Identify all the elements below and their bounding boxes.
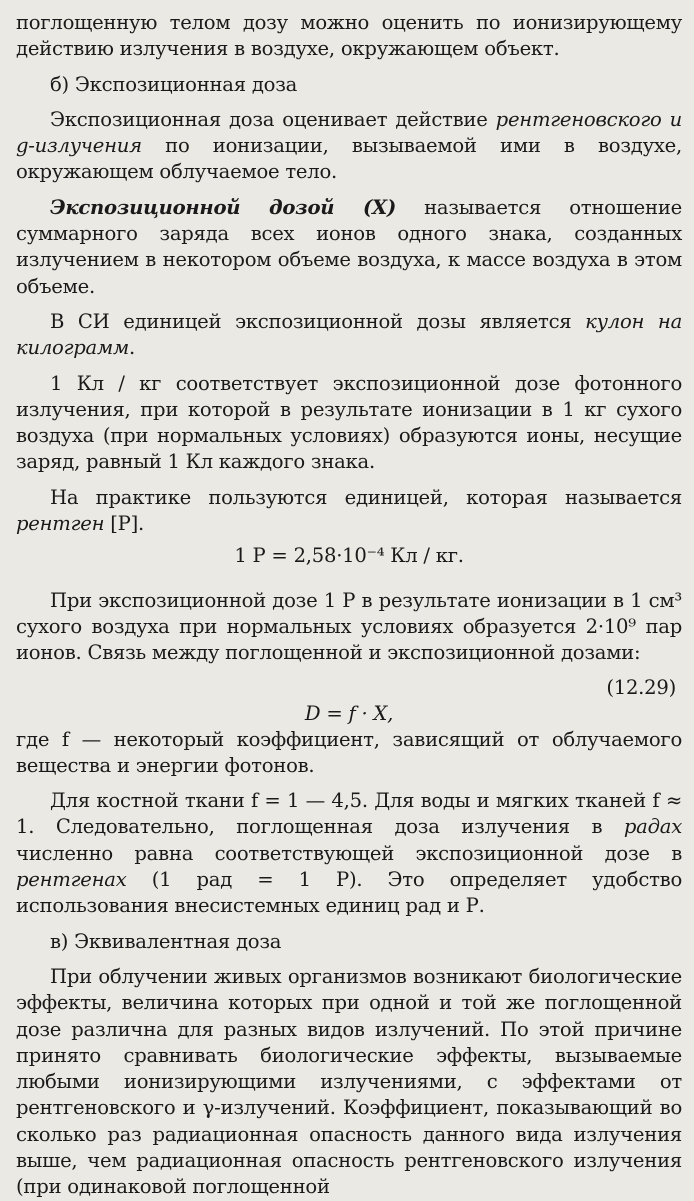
section-heading-equivalent-dose: в) Эквивалентная доза — [50, 929, 282, 953]
emphasis-roentgen: рентген — [16, 512, 105, 536]
paragraph-exposure-definition — [16, 107, 682, 186]
paragraph-exposure-term — [16, 195, 682, 300]
text-run: На практике пользуются единицей, которая называется — [50, 485, 682, 509]
emphasis-radiation: рентгеновского и g-излучения — [16, 107, 682, 158]
text-run: численно равна соответствующей экспозиционной дозе в — [16, 841, 682, 865]
formula-roentgen-conversion: 1 Р = 2,58·10⁻⁴ Кл / кг. — [234, 544, 464, 568]
text-run: Для костной ткани f = 1 — 4,5. Для воды и мягких тканей f ≈ 1. Следовательно, поглощенная доза излучения в — [16, 789, 682, 839]
paragraph-intro: поглощенную телом дозу можно оценить по ионизирующему действию излучения в воздухе, окружающем объект. — [16, 11, 682, 61]
emphasis-roentgens: рентгенах — [16, 868, 127, 892]
paragraph-si-unit — [16, 309, 682, 362]
emphasis-rads: радах — [623, 815, 682, 839]
text-run: В СИ единицей экспозиционной дозы является — [50, 309, 586, 333]
text-run: [Р]. — [104, 512, 144, 536]
equation-body: D = f · X, — [304, 701, 394, 725]
equation-number: (12.29) — [606, 675, 676, 699]
term-exposure-dose: Экспозиционной дозой (X) — [50, 195, 396, 219]
paragraph-coefficient: где f — некоторый коэффициент, зависящий от облучаемого вещества и энергии фотонов. — [16, 727, 682, 777]
text-run: (1 рад = 1 Р). Это определяет удобство использования внесистемных единиц рад и Р. — [16, 868, 682, 918]
text-run: по ионизации, вызываемой ими в воздухе, окружающем облучаемое тело. — [16, 134, 682, 184]
text-run: называется отношение суммарного заряда всех ионов одного знака, созданных излучением в некотором объеме воздуха, к массе воздуха в этом объеме. — [16, 195, 682, 298]
equation-12-29 — [16, 675, 682, 727]
text-run: Экспозиционная доза оценивает действие — [50, 107, 496, 131]
paragraph-roentgen — [16, 485, 682, 538]
text-run: . — [128, 336, 135, 360]
paragraph-coulomb-definition: 1 Кл / кг соответствует экспозиционной дозе фотонного излучения, при которой в результате ионизации в 1 кг сухого воздуха (при нормальных условиях) образуются ионы, несущие заряд, равный 1 Кл каждого знака. — [16, 371, 682, 474]
emphasis-coulomb-per-kg: кулон на килограмм — [16, 309, 683, 360]
paragraph-tissue-coefficient — [16, 788, 682, 919]
section-heading-exposure-dose: б) Экспозиционная доза — [50, 72, 298, 96]
paragraph-biological-effects: При облучении живых организмов возникают биологические эффекты, величина которых при одной и той же поглощенной дозе различна для разных видов излучений. По этой причине принято сравнивать биологические эффекты, вызываемые любыми ионизирующими излучениями, с эффектами от рентгеновского и γ-излучений. Коэффициент, показывающий во сколько раз радиационная опасность данного вида излучения выше, чем радиационная опасность рентгеновского излучения (при одинаковой поглощенной — [16, 964, 682, 1199]
paragraph-ion-pairs: При экспозиционной дозе 1 Р в результате ионизации в 1 см³ сухого воздуха при нормальных условиях образуется 2·10⁹ пар ионов. Связь между поглощенной и экспозиционной дозами: — [16, 588, 682, 665]
